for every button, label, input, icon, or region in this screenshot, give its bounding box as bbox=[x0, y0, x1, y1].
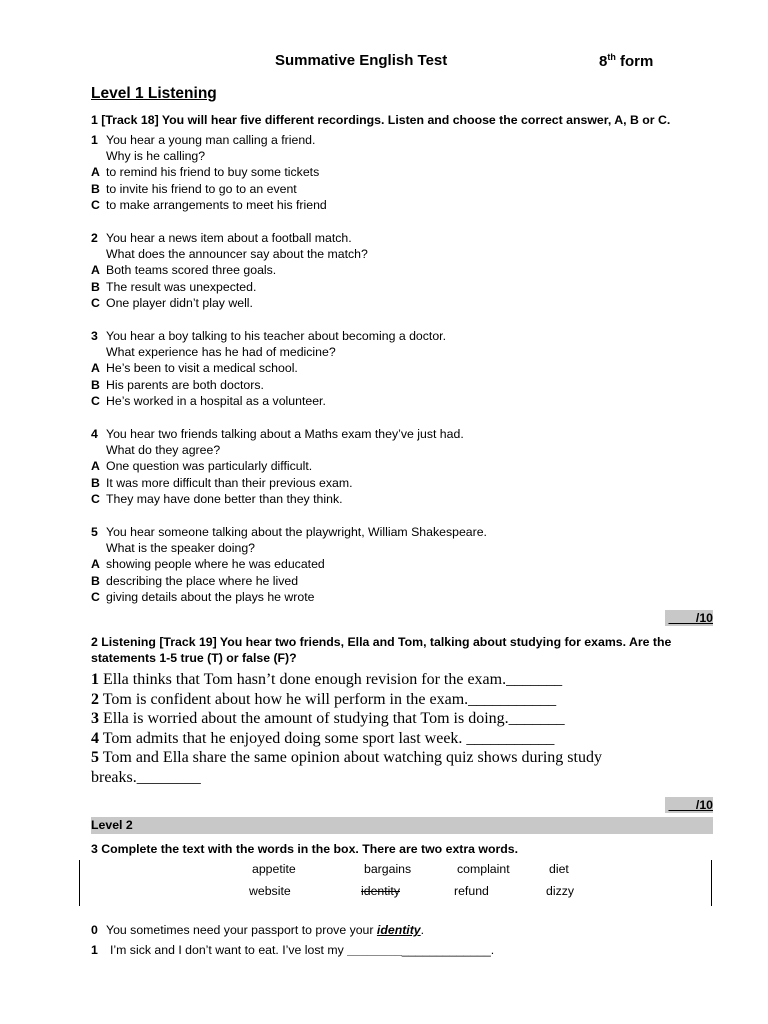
exercise1-instruction: 1 [Track 18] You will hear five different recordings. Listen and choose the correct answer, A, B or C. bbox=[91, 113, 671, 127]
question-stem: What do they agree? bbox=[106, 443, 221, 457]
option-letter: A bbox=[91, 361, 100, 375]
option-letter: C bbox=[91, 198, 100, 212]
question-5-option-b[interactable] bbox=[91, 573, 298, 589]
option-text: giving details about the plays he wrote bbox=[106, 590, 315, 604]
question-stem: What does the announcer say about the match? bbox=[106, 247, 368, 261]
question-stem: What is the speaker doing? bbox=[106, 541, 256, 555]
exercise2-instruction-line1: 2 Listening [Track 19] You hear two friends, Ella and Tom, talking about studying for exams. Are the bbox=[91, 635, 672, 649]
word-refund: refund bbox=[454, 884, 489, 898]
question-4-option-b[interactable] bbox=[91, 475, 353, 491]
word-identity-struck: identity bbox=[361, 884, 400, 898]
option-text: showing people where he was educated bbox=[106, 557, 325, 571]
form-superscript: th bbox=[607, 52, 616, 62]
word-complaint: complaint bbox=[457, 862, 510, 876]
word-box-left-border bbox=[79, 860, 80, 906]
option-text: The result was unexpected. bbox=[106, 279, 257, 294]
question-4-line-2 bbox=[91, 442, 220, 458]
word-box-right-border bbox=[711, 860, 712, 906]
question-5-option-a[interactable] bbox=[91, 556, 325, 572]
question-2-line-2 bbox=[91, 246, 368, 262]
option-text: One player didn’t play well. bbox=[106, 296, 253, 310]
question-1-option-b[interactable] bbox=[91, 181, 297, 197]
option-text: It was more difficult than their previous exam. bbox=[106, 475, 353, 490]
option-letter: C bbox=[91, 394, 100, 408]
question-stem: You hear a boy talking to his teacher about becoming a doctor. bbox=[106, 329, 446, 343]
statement-5-continued: breaks.________ bbox=[91, 769, 201, 786]
exercise3-example bbox=[91, 922, 424, 938]
test-title: Summative English Test bbox=[275, 52, 448, 69]
question-5-option-c[interactable] bbox=[91, 589, 315, 605]
option-text: He’s been to visit a medical school. bbox=[106, 361, 298, 375]
question-2-option-a[interactable] bbox=[91, 262, 276, 278]
example-answer: identity bbox=[376, 923, 421, 937]
question-number: 1 bbox=[91, 133, 98, 147]
statement-2: 2 Tom is confident about how he will perform in the exam.___________ bbox=[91, 691, 557, 708]
option-text: They may have done better than they think. bbox=[106, 492, 343, 506]
word-appetite: appetite bbox=[252, 862, 296, 876]
word-bargains: bargains bbox=[364, 862, 412, 876]
option-text: to invite his friend to go to an event bbox=[106, 181, 297, 196]
form-level bbox=[599, 52, 653, 70]
question-1-option-c[interactable] bbox=[91, 197, 327, 213]
question-2-line-1 bbox=[91, 230, 352, 246]
question-4-option-a[interactable] bbox=[91, 458, 312, 474]
exercise1-score: ____/10 bbox=[665, 610, 713, 626]
option-letter: B bbox=[91, 475, 100, 490]
question-stem: You hear someone talking about the playwright, William Shakespeare. bbox=[106, 525, 487, 539]
exercise2-instruction-line2: statements 1-5 true (T) or false (F)? bbox=[91, 651, 297, 665]
level2-heading: Level 2 bbox=[91, 817, 713, 834]
exercise3-item-1 bbox=[91, 942, 494, 958]
word-website: website bbox=[249, 884, 291, 898]
statement-5: 5 Tom and Ella share the same opinion about watching quiz shows during study bbox=[91, 749, 602, 766]
question-3-option-b[interactable] bbox=[91, 377, 264, 393]
option-letter: A bbox=[91, 459, 100, 473]
item1-number: 1 bbox=[91, 943, 98, 957]
item1-blank-bold[interactable]: ________ bbox=[347, 943, 402, 957]
word-diet: diet bbox=[549, 862, 569, 876]
word-dizzy: dizzy bbox=[546, 884, 575, 898]
item1-text: I’m sick and I don’t want to eat. I’ve lost my bbox=[110, 943, 348, 957]
form-number: 8 bbox=[599, 53, 608, 70]
question-2-option-c[interactable] bbox=[91, 295, 253, 311]
question-1-option-a[interactable] bbox=[91, 164, 319, 180]
option-letter: C bbox=[91, 492, 100, 506]
level1-heading: Level 1 Listening bbox=[91, 85, 217, 102]
item1-end: . bbox=[490, 943, 495, 957]
exercise2-score: ____/10 bbox=[665, 797, 713, 813]
question-3-option-c[interactable] bbox=[91, 393, 326, 409]
question-stem: You hear two friends talking about a Maths exam they’ve just had. bbox=[106, 427, 464, 441]
option-letter: A bbox=[91, 165, 100, 179]
question-3-line-1 bbox=[91, 328, 446, 344]
option-letter: C bbox=[91, 590, 100, 604]
question-1-line-2 bbox=[91, 148, 205, 164]
question-3-option-a[interactable] bbox=[91, 360, 298, 376]
statement-3: 3 Ella is worried about the amount of studying that Tom is doing._______ bbox=[91, 710, 565, 727]
example-text: You sometimes need your passport to prove your bbox=[106, 923, 377, 937]
option-letter: C bbox=[91, 296, 100, 310]
option-text: Both teams scored three goals. bbox=[106, 263, 277, 277]
option-text: One question was particularly difficult. bbox=[106, 459, 313, 473]
option-text: His parents are both doctors. bbox=[106, 377, 264, 392]
option-letter: B bbox=[91, 573, 100, 588]
question-2-option-b[interactable] bbox=[91, 279, 256, 295]
question-4-option-c[interactable] bbox=[91, 491, 343, 507]
option-letter: A bbox=[91, 263, 100, 277]
question-number: 2 bbox=[91, 231, 98, 245]
question-stem: What experience has he had of medicine? bbox=[106, 345, 336, 359]
question-stem: Why is he calling? bbox=[106, 149, 206, 163]
question-number: 3 bbox=[91, 329, 98, 343]
question-number: 5 bbox=[91, 525, 98, 539]
item1-blank[interactable]: _____________ bbox=[401, 943, 491, 957]
question-number: 4 bbox=[91, 427, 98, 441]
option-letter: B bbox=[91, 181, 100, 196]
example-end: . bbox=[420, 923, 425, 937]
option-letter: B bbox=[91, 279, 100, 294]
question-1-line-1 bbox=[91, 132, 315, 148]
exercise3-instruction: 3 Complete the text with the words in the box. There are two extra words. bbox=[91, 842, 519, 856]
question-5-line-2 bbox=[91, 540, 255, 556]
option-letter: B bbox=[91, 377, 100, 392]
question-5-line-1 bbox=[91, 524, 487, 540]
option-text: to make arrangements to meet his friend bbox=[106, 198, 327, 212]
option-text: to remind his friend to buy some tickets bbox=[106, 165, 320, 179]
form-word: form bbox=[615, 53, 654, 70]
option-letter: A bbox=[91, 557, 100, 571]
example-number: 0 bbox=[91, 923, 98, 937]
question-4-line-1 bbox=[91, 426, 464, 442]
question-3-line-2 bbox=[91, 344, 336, 360]
question-stem: You hear a news item about a football match. bbox=[106, 231, 352, 245]
option-text: describing the place where he lived bbox=[106, 573, 299, 588]
question-stem: You hear a young man calling a friend. bbox=[106, 133, 316, 147]
option-text: He’s worked in a hospital as a volunteer. bbox=[106, 394, 326, 408]
statement-4: 4 Tom admits that he enjoyed doing some sport last week. ___________ bbox=[91, 730, 555, 747]
statement-1: 1 Ella thinks that Tom hasn’t done enough revision for the exam._______ bbox=[91, 671, 563, 688]
